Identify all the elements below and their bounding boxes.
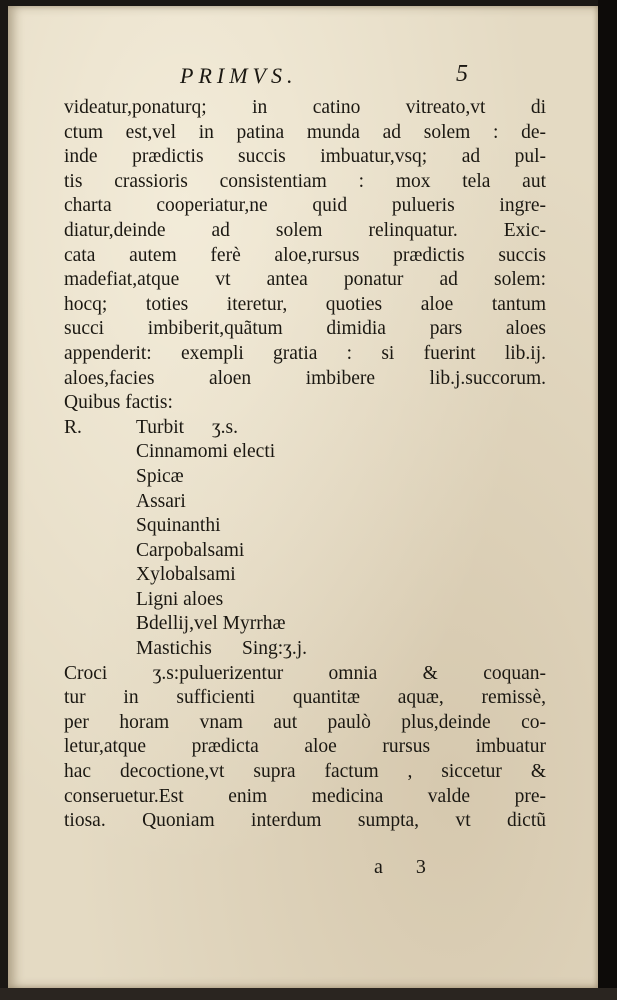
paragraph-1 — [64, 96, 546, 416]
background-edge — [598, 0, 617, 1000]
recipe-row — [64, 637, 546, 662]
text-line: diatur,deinde ad solem relinquatur. Exic- — [64, 219, 546, 241]
text-line: madefiat,atque vt antea ponatur ad solem: — [64, 269, 546, 291]
text-line: charta cooperiatur,ne quid pulueris ingre- — [64, 195, 546, 217]
recipe-row — [64, 416, 546, 441]
recipe-row — [64, 490, 546, 515]
ingredient: Cinnamomi electi — [136, 441, 276, 463]
recipe-row — [64, 514, 546, 539]
ingredient: Turbit — [136, 416, 185, 438]
ingredient: Ligni aloes — [136, 588, 224, 610]
ingredient: Mastichis — [136, 638, 212, 660]
text-line: hac decoctione,vt supra factum , siccetur & — [64, 761, 546, 783]
quantity: ʒ.s. — [212, 416, 238, 438]
ingredient: Carpobalsami — [136, 539, 245, 561]
text-line: tiosa. Quoniam interdum sumpta, vt dictũ — [64, 810, 546, 832]
text-line: ctum est,vel in patina munda ad solem : de- — [64, 121, 546, 143]
text-line: videatur,ponaturq; in catino vitreato,vt di — [64, 97, 546, 118]
text-line: conseruetur.Est enim medicina valde pre- — [64, 785, 546, 807]
recipe-symbol: R. — [64, 416, 82, 438]
text-line: tur in sufficienti quantitæ aquæ, remissè, — [64, 687, 546, 709]
paragraph-2 — [64, 662, 546, 834]
recipe-row — [64, 440, 546, 465]
text-line: per horam vnam aut paulò plus,deinde co- — [64, 711, 546, 733]
body-text — [64, 96, 546, 834]
recipe-row — [64, 612, 546, 637]
ingredient: Spicæ — [136, 465, 184, 487]
recipe-row — [64, 563, 546, 588]
background-edge-bottom — [0, 988, 617, 1000]
ingredient: Assari — [136, 490, 186, 512]
page-number: 5 — [456, 61, 468, 87]
text-line: appenderit: exempli gratia : si fuerint lib.ij. — [64, 342, 546, 364]
signature-mark: a 3 — [374, 856, 440, 878]
ingredient: Bdellij,vel Myrrhæ — [136, 613, 286, 635]
page-footer — [8, 856, 598, 886]
running-head: PRIMVS. — [180, 63, 298, 88]
text-line: cata autem ferè aloe,rursus prædictis succis — [64, 244, 546, 266]
recipe-row — [64, 465, 546, 490]
text-line: aloes,facies aloen imbibere lib.j.succorum. — [64, 367, 546, 389]
recipe-row — [64, 539, 546, 564]
text-line: succi imbiberit,quãtum dimidia pars aloes — [64, 318, 546, 340]
quantity: Sing:ʒ.j. — [242, 638, 308, 660]
text-line: hocq; toties iteretur, quoties aloe tantum — [64, 293, 546, 315]
text-line: letur,atque prædicta aloe rursus imbuatur — [64, 736, 546, 758]
text-line: tis crassioris consistentiam : mox tela aut — [64, 170, 546, 192]
recipe-list — [64, 416, 546, 662]
text-line: inde prædictis succis imbuatur,vsq; ad pul- — [64, 146, 546, 168]
recipe-row — [64, 588, 546, 613]
text-line: Croci ʒ.s:puluerizentur omnia & coquan- — [64, 662, 546, 684]
text-line: Quibus factis: — [64, 392, 173, 414]
page-header — [8, 63, 598, 93]
ingredient: Xylobalsami — [136, 564, 236, 586]
book-page — [8, 6, 598, 988]
ingredient: Squinanthi — [136, 515, 221, 537]
